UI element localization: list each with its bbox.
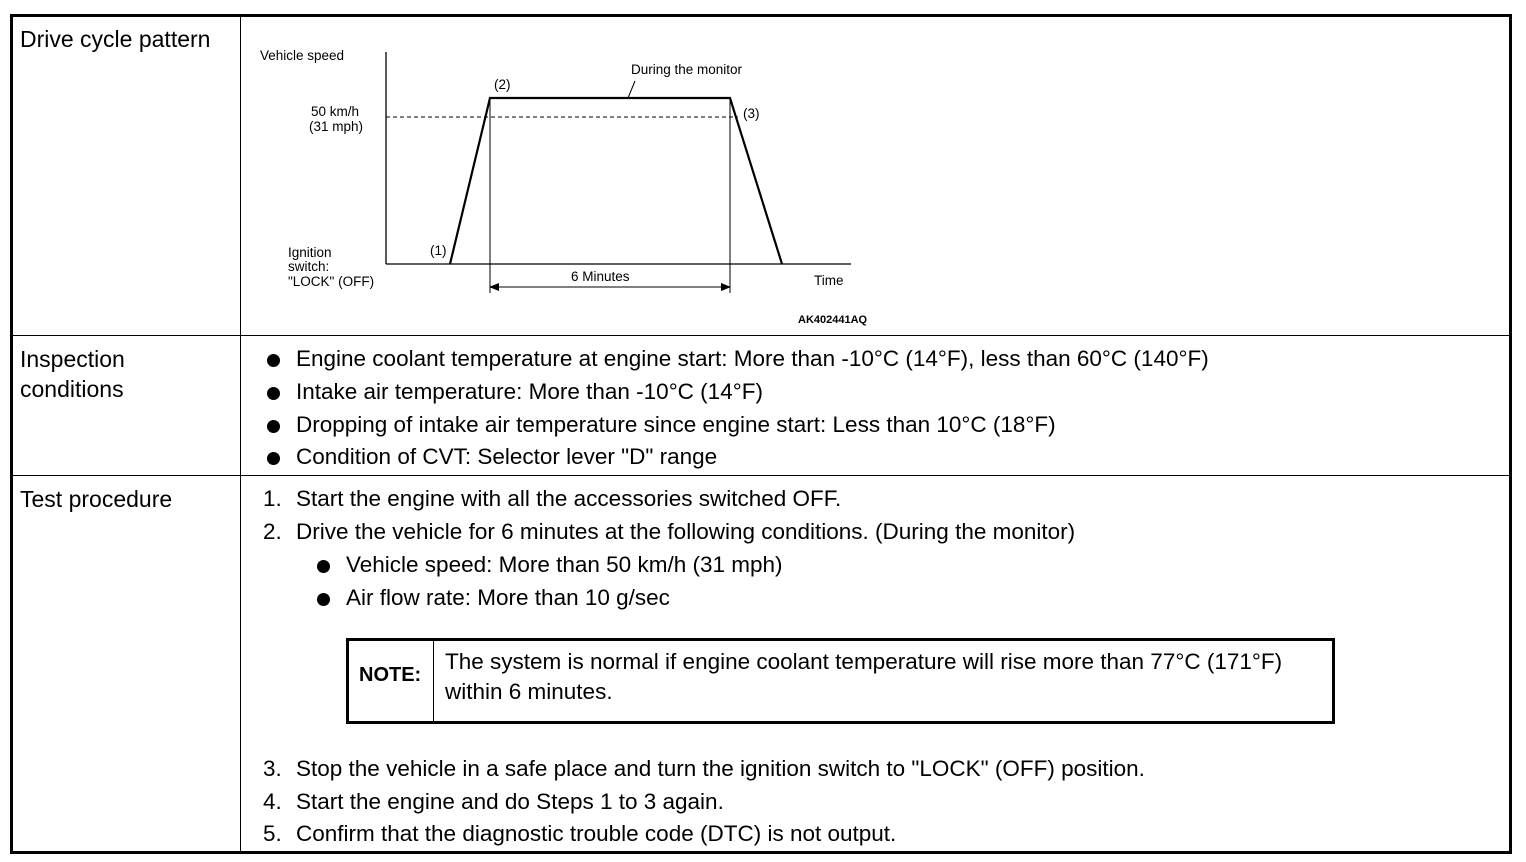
step-text: Start the engine and do Steps 1 to 3 again. (296, 789, 724, 814)
bullet-icon (317, 593, 330, 606)
bullet-icon (267, 420, 280, 433)
note-text: The system is normal if engine coolant temperature will rise more than 77°C (171°F) within 6 minutes. (445, 649, 1283, 704)
step-number: 3. (263, 756, 282, 781)
monitor-pointer (628, 81, 635, 98)
inspection-item: Condition of CVT: Selector lever "D" range (296, 444, 718, 469)
point-3-label: (3) (743, 106, 760, 121)
step-number: 5. (263, 821, 282, 846)
procedure-table (10, 14, 1512, 854)
y-axis-label: Vehicle speed (260, 48, 345, 63)
inspection-item: Engine coolant temperature at engine start: More than -10°C (14°F), less than 60°C (140°F) (296, 346, 1209, 371)
note-box (346, 638, 1335, 724)
row-label-test-procedure: Test procedure (20, 486, 173, 512)
step-text: Drive the vehicle for 6 minutes at the following conditions. (During the monitor) (296, 519, 1076, 544)
drive-cycle-diagram (243, 37, 893, 333)
point-1-label: (1) (430, 243, 447, 258)
speed-profile-line (450, 98, 782, 264)
column-divider (240, 17, 241, 851)
step-number: 2. (263, 519, 282, 544)
time-label: Time (814, 273, 844, 288)
bullet-icon (267, 354, 280, 367)
duration-label: 6 Minutes (571, 269, 630, 284)
note-divider (433, 641, 434, 721)
monitor-label: During the monitor (631, 62, 743, 77)
note-label: NOTE: (359, 664, 422, 686)
ignition-label-3: "LOCK" (OFF) (288, 274, 375, 289)
step-text: Start the engine with all the accessories switched OFF. (296, 486, 842, 511)
ignition-label-2: switch: (288, 259, 330, 274)
inspection-item: Dropping of intake air temperature since engine start: Less than 10°C (18°F) (296, 412, 1056, 437)
step-text: Stop the vehicle in a safe place and turn the ignition switch to "LOCK" (OFF) position. (296, 756, 1145, 781)
sub-item: Air flow rate: More than 10 g/sec (346, 585, 670, 610)
bullet-icon (317, 560, 330, 573)
ignition-label-1: Ignition (288, 245, 332, 260)
step-text: Confirm that the diagnostic trouble code (DTC) is not output. (296, 821, 897, 846)
point-2-label: (2) (494, 77, 511, 92)
figure-code: AK402441AQ (798, 314, 868, 326)
speed-label: 50 km/h (311, 104, 360, 119)
row-divider (13, 475, 1509, 476)
step-number: 4. (263, 789, 282, 814)
speed-label-mph: (31 mph) (309, 119, 364, 134)
inspection-item: Intake air temperature: More than -10°C (14°F) (296, 379, 763, 404)
bullet-icon (267, 452, 280, 465)
row-label-inspection: Inspection conditions (20, 346, 125, 402)
row-label-drive-cycle: Drive cycle pattern (20, 26, 211, 52)
row-divider (13, 335, 1509, 336)
bullet-icon (267, 387, 280, 400)
step-number: 1. (263, 486, 282, 511)
sub-item: Vehicle speed: More than 50 km/h (31 mph) (346, 552, 783, 577)
